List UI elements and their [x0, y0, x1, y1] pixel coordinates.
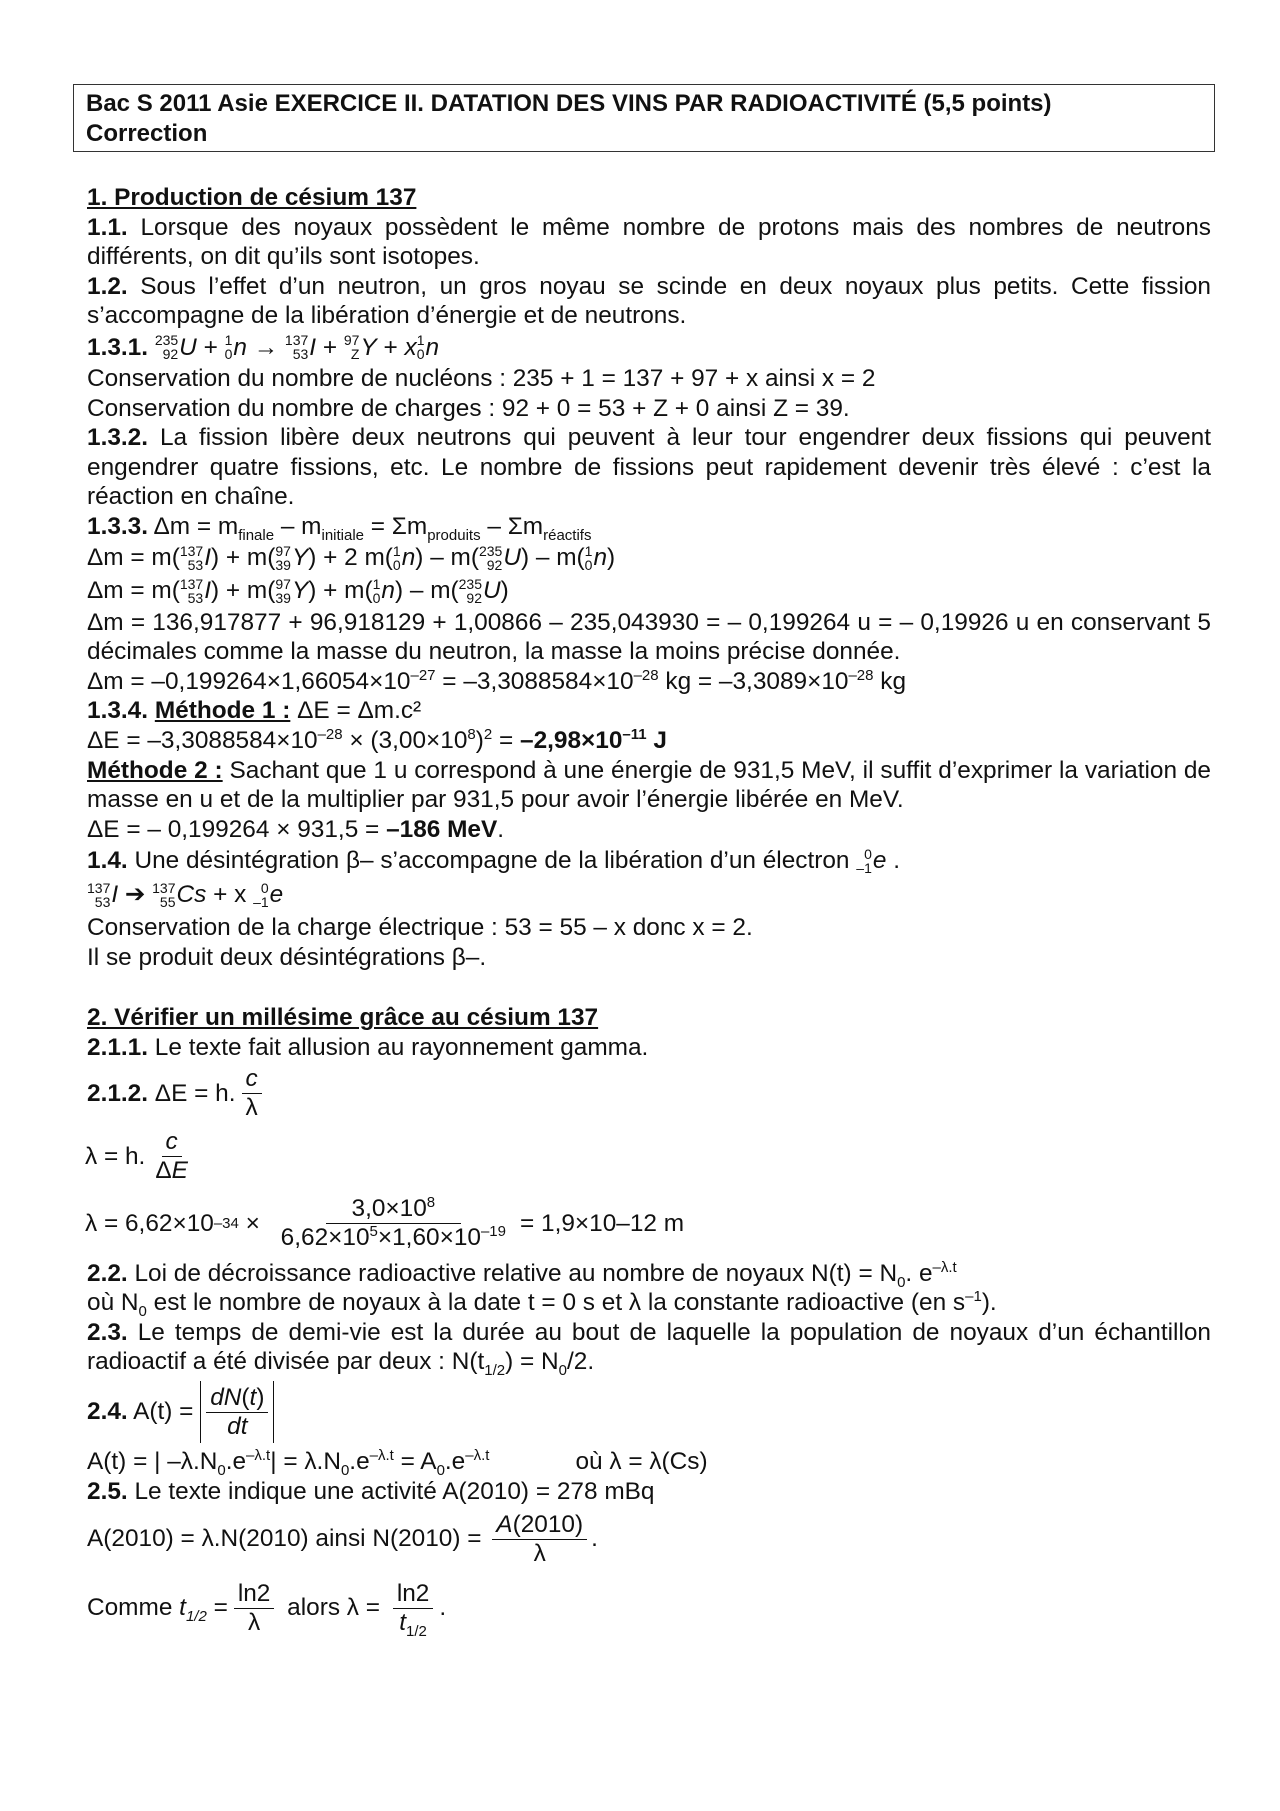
q1-3-3-definition: 1.3.3. $\Delta m = m_{finale} - m_{initiale} = \Sigma m_{produits} - \Sigma m_{réactifs}$	[87, 512, 592, 544]
q2-2-line2: où $N_0$ est le nombre de noyaux à la date t = 0 s et λ la constante radioactive (en $s^{-1}$).	[87, 1288, 997, 1321]
lambda-calculation: λ = 6,62×10 –34 × $\frac{3,0\times 10^8}{6,62\times 10^5\times 1,60\times 10^{-19}}$ = 1,9×10–12 m	[85, 1194, 685, 1252]
q1-2: 1.2. Sous l’effet d’un neutron, un gros noyau se scinde en deux noyaux plus petits. Cette fission s’accompagne de la libération d’énergie et de neutrons.	[87, 272, 1211, 330]
activity-expression: A(t) = | $-\lambda.N_0.e^{-\lambda.t}| = \lambda.N_0.e^{-\lambda.t} = A_0.e^{-\lambda.t}$ où λ = λ(Cs)	[87, 1446, 708, 1479]
q1-4: 1.4. Une désintégration β– s’accompagne de la libération d’un électron 0 –1 e .	[87, 845, 900, 876]
q1-1: 1.1. Lorsque des noyaux possèdent le même nombre de protons mais des nombres de neutrons différents, on dit qu’ils sont isotopes.	[87, 213, 1211, 271]
header-box	[73, 84, 1215, 152]
dm-expression-2: Δm = m( 137 53 I ) + m( 97 39 Y ) + m( 1 0 n ) – m( 235 92 U )	[87, 576, 509, 607]
q2-1-1: 2.1.1. Le texte fait allusion au rayonnement gamma.	[87, 1034, 649, 1062]
half-life-relation: Comme $t_{1/2}$ = $\frac{\ln 2}{\lambda}$ alors λ = $\frac{\ln 2}{t_{1/2}}$ .	[87, 1579, 447, 1640]
header-title: Bac S 2011 Asie EXERCICE II. DATATION DES VINS PAR RADIOACTIVITÉ (5,5 points)	[86, 90, 1052, 117]
q1-3-4-method1: 1.3.4. Méthode 1 : ΔE = Δm.c²	[87, 697, 422, 725]
iodine-decay-equation: 137 53 I ➔ 137 55 Cs + x 0 –1 e	[87, 880, 284, 911]
q2-1-2-energy-formula: 2.1.2. ΔE = h. $\frac{c}{\lambda}$	[87, 1063, 1211, 1125]
section-1-title: 1. Production de césium 137	[87, 184, 417, 211]
dm-expression-1: Δm = m( 137 53 I ) + m( 97 39 Y ) + 2 m( 1 0 n ) – m( 235 92 U ) – m( 1 0 n )	[87, 543, 616, 574]
conservation-electric-charge: Conservation de la charge électrique : 53 = 55 – x donc x = 2.	[87, 914, 753, 942]
method2-calculation: ΔE = – 0,199264 × 931,5 = –186 MeV.	[87, 815, 505, 843]
two-decays: Il se produit deux désintégrations β–.	[87, 943, 487, 971]
conservation-nucleons: Conservation du nombre de nucléons : 235 + 1 = 137 + 97 + x ainsi x = 2	[87, 364, 876, 392]
n2010-formula: A(2010) = λ.N(2010) ainsi N(2010) = $\frac{A(2010)}{\lambda}$ .	[87, 1510, 598, 1567]
method1-calculation: $\Delta E = -3,3088584\times 10^{-28} \times (3,00\times 10^8)^2 = -2,98\times 10^{-11}$ J	[87, 725, 667, 754]
q2-5: 2.5. Le texte indique une activité A(2010) = 278 mBq	[87, 1477, 655, 1505]
document-page	[87, 84, 1211, 1644]
conservation-charges: Conservation du nombre de charges : 92 + 0 = 53 + Z + 0 ainsi Z = 39.	[87, 394, 850, 422]
q2-4-activity: 2.4. A(t) = $\frac{dN(t)}{dt}$	[87, 1377, 1211, 1447]
dm-kilograms: $\Delta m = -0,199264\times 1,66054\times 10^{-27} = -3,3088584\times 10^{-28}$ kg = $-3,3089\times 10^{-28}$ kg	[87, 666, 907, 695]
lambda-formula: λ = h. $\frac{c}{\Delta E}$	[85, 1128, 188, 1185]
q2-2: 2.2. Loi de décroissance radioactive relative au nombre de noyaux $N(t) = N_0$. $e^{-\lambda.t}$	[87, 1258, 957, 1291]
section-2-title: 2. Vérifier un millésime grâce au césium 137	[87, 1004, 599, 1032]
method2: Méthode 2 : Sachant que 1 u correspond à une énergie de 931,5 MeV, il suffit d’exprimer la variation de masse en u et de la multiplier par 931,5 pour avoir l’énergie libérée en MeV.	[87, 756, 1211, 814]
header-subtitle: Correction	[86, 120, 208, 147]
q1-3-1-equation: 1.3.1. 235 92 U + 1 0 n → 137 53 I + 97 Z Y + x 1 0 n	[87, 332, 440, 363]
q1-3-2: 1.3.2. La fission libère deux neutrons qui peuvent à leur tour engendrer deux fissions qui peuvent engendrer quatre fissions, etc. Le nombre de fissions peut rapidement devenir très élevé : c’est la réaction en chaîne.	[87, 424, 1211, 511]
dm-calculation: Δm = 136,917877 + 96,918129 + 1,00866 – 235,043930 = – 0,199264 u = – 0,19926 u en conservant 5 décimales comme la masse du neutron, la masse la moins précise donnée.	[87, 608, 1211, 666]
q2-3: 2.3. Le temps de demi-vie est la durée au bout de laquelle la population de noyaux d’un échantillon radioactif a été divisée par deux : $N(t_{1/2}) = N_0/2$.	[87, 1318, 1211, 1380]
